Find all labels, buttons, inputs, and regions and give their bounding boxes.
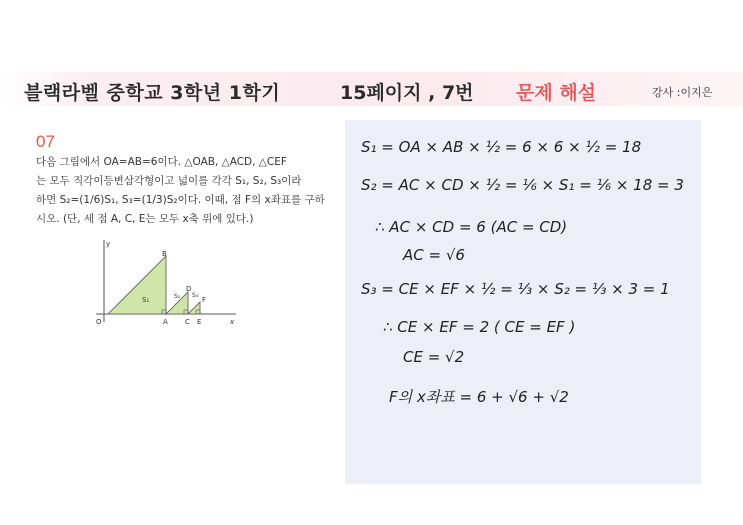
origin-label: O	[96, 318, 102, 326]
area-s3-label: S₃	[192, 292, 199, 299]
point-c-label: C	[185, 318, 190, 326]
point-e-label: E	[197, 318, 202, 326]
problem-number: 07	[36, 132, 55, 151]
problem-line-1: 다음 그림에서 OA=AB=6이다. △OAB, △ACD, △CEF	[36, 156, 287, 168]
problem-line-2: 는 모두 직각이등변삼각형이고 넓이를 각각 S₁, S₂, S₃이라	[36, 175, 302, 187]
teacher-name: 강사 :이지은	[652, 86, 713, 99]
solution-line-4: AC = √6	[403, 246, 465, 264]
solution-title: 문제 해설	[516, 82, 597, 104]
solution-line-6: ∴ CE × EF = 2 ( CE = EF )	[383, 318, 576, 336]
solution-line-1: S₁ = OA × AB × ½ = 6 × 6 × ½ = 18	[361, 138, 642, 156]
solution-line-8: F의 x좌표 = 6 + √6 + √2	[389, 388, 569, 406]
point-a-label: A	[163, 318, 168, 326]
solution-line-5: S₃ = CE × EF × ½ = ⅓ × S₂ = ⅓ × 3 = 1	[361, 280, 670, 298]
point-d-label: D	[186, 285, 192, 293]
page-reference: 15페이지 , 7번	[340, 82, 474, 104]
triangle-oab	[108, 256, 166, 314]
point-b-label: B	[162, 250, 167, 258]
series-title: 블랙라벨 중학교 3학년 1학기	[24, 82, 281, 104]
area-s2-label: S₂	[174, 293, 181, 300]
triangle-figure	[96, 240, 246, 330]
y-label: y	[106, 240, 111, 248]
solution-line-7: CE = √2	[403, 348, 465, 366]
solution-line-2: S₂ = AC × CD × ½ = ⅙ × S₁ = ⅙ × 18 = 3	[361, 176, 684, 194]
problem-line-3: 하면 S₂=(1/6)S₁, S₃=(1/3)S₂이다. 이때, 점 F의 x좌표를 구하	[36, 194, 325, 206]
problem-line-4: 시오. (단, 세 점 A, C, E는 모두 x축 위에 있다.)	[36, 213, 254, 225]
triangle-cef	[188, 302, 200, 314]
x-label: x	[230, 318, 235, 326]
point-f-label: F	[202, 296, 207, 304]
solution-line-3: ∴ AC × CD = 6 (AC = CD)	[375, 218, 568, 236]
solution-note	[345, 120, 701, 484]
area-s1-label: S₁	[142, 296, 150, 304]
